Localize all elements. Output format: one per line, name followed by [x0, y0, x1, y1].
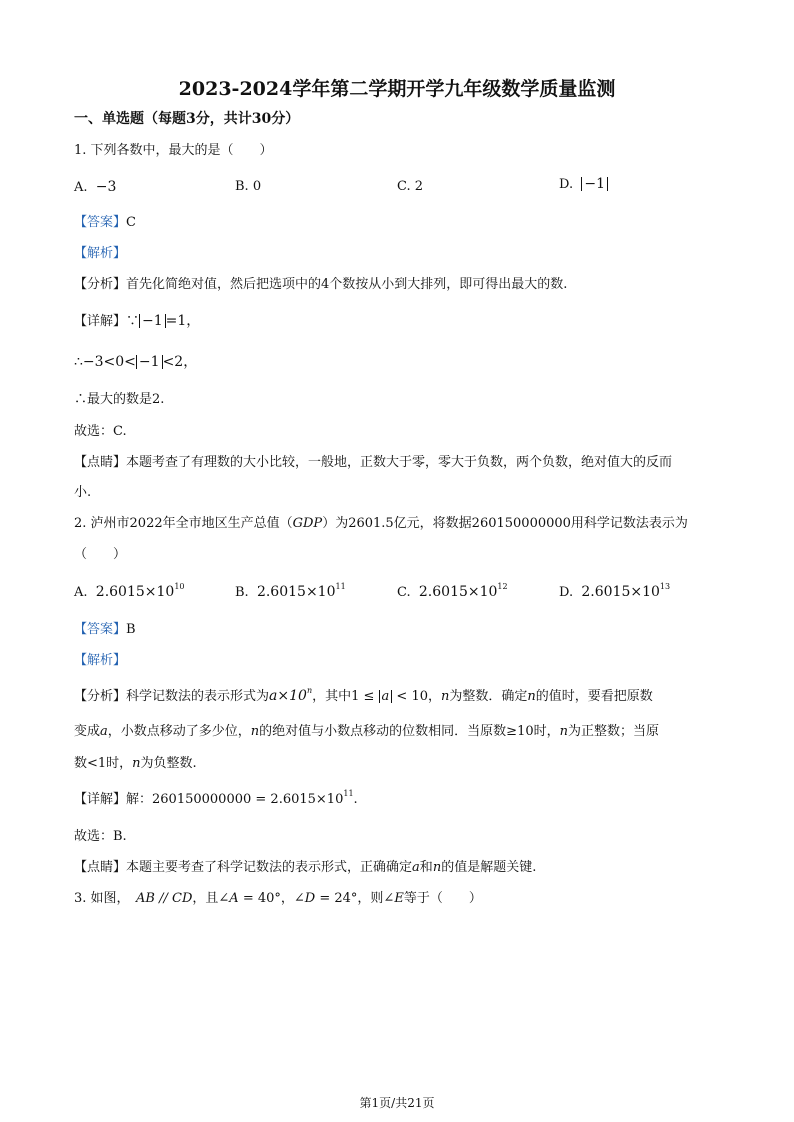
abs-value: −1 — [139, 314, 166, 328]
option-base: 2.6015×10 — [256, 584, 336, 600]
option-label: B. — [235, 585, 249, 600]
stem-text: ）为2601.5亿元，将数据260150000000用科学记数法表示为 — [322, 516, 688, 531]
q2-fenxi-line3 — [74, 756, 197, 772]
abs-value: a — [379, 690, 393, 703]
stem-text: 2. 泸州市2022年全市地区生产总值（ — [74, 516, 293, 531]
q3-stem — [74, 891, 482, 907]
inequality-text: ∴−3<0< — [74, 354, 136, 370]
dianjing-text: 和 — [419, 860, 433, 875]
dianjing-text: 本题主要考查了科学记数法的表示形式，正确确定 — [126, 860, 413, 875]
option-exponent: 10 — [174, 582, 185, 591]
q1-option-d — [559, 177, 608, 193]
option-label: D. — [559, 177, 574, 192]
page-footer: 第1页/共21页 — [359, 1096, 435, 1110]
fenxi-tag: 【分析】 — [74, 689, 127, 704]
section-heading: 一、单选题（每题3分，共计30分） — [74, 111, 300, 127]
q1-step2 — [74, 354, 197, 371]
option-value: −1 — [581, 177, 608, 191]
fenxi-text: 为负整数. — [140, 756, 197, 771]
because-symbol: ∵ — [126, 314, 140, 329]
q2-option-d — [559, 584, 670, 601]
fenxi-text: 首先化简绝对值，然后把选项中的4个数按从小到大排列，即可得出最大的数. — [126, 277, 568, 292]
dianjing-text: 的值是解题关键. — [441, 860, 537, 875]
var-n: n — [432, 860, 442, 875]
q1-option-c — [397, 179, 423, 195]
option-base: 2.6015×10 — [581, 584, 660, 600]
var-n: n — [559, 724, 568, 739]
xiangjie-exponent: 11 — [343, 789, 354, 798]
q2-xiangjie — [74, 789, 358, 808]
fenxi-text: 变成 — [74, 724, 101, 739]
page-title: 2023-2024学年第二学期开学九年级数学质量监测 — [178, 78, 616, 100]
sci-form: a×10 — [269, 688, 307, 704]
q1-choose: 故选：C. — [74, 424, 127, 439]
var-a: a — [412, 860, 420, 875]
q2-option-a — [74, 584, 185, 601]
angle-a: A — [229, 891, 239, 906]
fenxi-text: ，小数点移动了多少位， — [107, 724, 251, 739]
xiangjie-text: . — [353, 792, 358, 807]
xiangjie-tag: 【详解】 — [74, 792, 127, 807]
sci-form-exponent: n — [306, 686, 313, 695]
var-n: n — [527, 689, 536, 704]
option-base: 2.6015×10 — [95, 584, 175, 600]
dianjing-tag: 【点睛】 — [74, 455, 127, 470]
q1-step3: ∴最大的数是2. — [74, 392, 165, 407]
option-exponent: 11 — [335, 582, 346, 591]
fenxi-text: 为整数．确定 — [449, 689, 528, 704]
option-label: A. — [74, 180, 88, 195]
q1-stem: 1. 下列各数中，最大的是（ ） — [74, 143, 273, 158]
abs-value: −1 — [136, 355, 163, 369]
fenxi-tag: 【分析】 — [74, 277, 127, 292]
fenxi-text: 为正整数；当原 — [567, 724, 659, 739]
q1-dianjing-cont: 小. — [74, 485, 92, 500]
q2-choose: 故选：B. — [74, 829, 127, 844]
stem-text: 3. 如图， — [74, 891, 137, 906]
var-n: n — [250, 724, 260, 739]
q2-option-c — [397, 584, 508, 601]
option-label: C. — [397, 179, 411, 194]
xiangjie-text: 解：260150000000 = 2.6015×10 — [126, 792, 344, 807]
q1-xiangjie — [74, 313, 200, 330]
q1-analysis-tag: 【解析】 — [74, 246, 127, 261]
option-label: D. — [559, 585, 574, 600]
fenxi-text: 的绝对值与小数点移动的位数相同．当原数≥10时， — [259, 724, 560, 739]
stem-text: ，且∠ — [192, 891, 230, 906]
fenxi-text: ，其中1 ≤ — [312, 689, 379, 704]
fenxi-text: 数<1时， — [74, 756, 133, 771]
q2-dianjing — [74, 860, 536, 876]
q2-answer — [74, 622, 136, 638]
stem-text: 等于（ ） — [403, 891, 482, 906]
xiangjie-tag: 【详解】 — [74, 314, 127, 329]
equation-text: =1， — [165, 313, 201, 329]
q2-fenxi — [74, 688, 653, 705]
fenxi-text: 科学记数法的表示形式为 — [126, 689, 270, 704]
angle-d: D — [304, 891, 316, 906]
var-a: a — [100, 724, 108, 739]
option-value: 0 — [252, 179, 262, 194]
q2-analysis-tag: 【解析】 — [74, 653, 127, 668]
option-label: C. — [397, 585, 411, 600]
fenxi-text: 的值时，要看把原数 — [535, 689, 653, 704]
dianjing-tag: 【点睛】 — [74, 860, 127, 875]
inequality-text: <2， — [162, 354, 198, 370]
option-label: B. — [235, 179, 249, 194]
q1-fenxi — [74, 277, 567, 293]
option-value: 2 — [414, 179, 424, 194]
option-exponent: 12 — [497, 582, 508, 591]
gdp-label: GDP — [292, 516, 323, 531]
q1-dianjing — [74, 455, 672, 471]
var-n: n — [441, 689, 450, 704]
answer-tag: 【答案】 — [74, 215, 127, 230]
stem-text: = 24°，则∠ — [315, 891, 395, 906]
option-label: A. — [74, 585, 88, 600]
q1-option-b — [235, 179, 261, 195]
dianjing-text: 本题考查了有理数的大小比较，一般地，正数大于零，零大于负数，两个负数，绝对值大的反而 — [126, 455, 673, 470]
fenxi-text: < 10， — [392, 689, 441, 704]
parallel-expr: AB // CD — [136, 891, 193, 906]
var-n: n — [132, 756, 141, 771]
answer-value: C — [126, 215, 136, 230]
q2-stem — [74, 516, 688, 532]
q2-fenxi-line2 — [74, 724, 659, 740]
option-base: 2.6015×10 — [418, 584, 498, 600]
answer-tag: 【答案】 — [74, 622, 127, 637]
option-value: −3 — [95, 179, 117, 195]
q2-option-b — [235, 584, 346, 601]
q1-option-a — [74, 179, 116, 196]
stem-text: = 40°，∠ — [238, 891, 305, 906]
angle-e: E — [394, 891, 404, 906]
option-exponent: 13 — [659, 582, 671, 591]
q2-stem-paren: （ ） — [74, 547, 127, 562]
q1-answer — [74, 215, 136, 231]
answer-value: B — [126, 622, 136, 637]
